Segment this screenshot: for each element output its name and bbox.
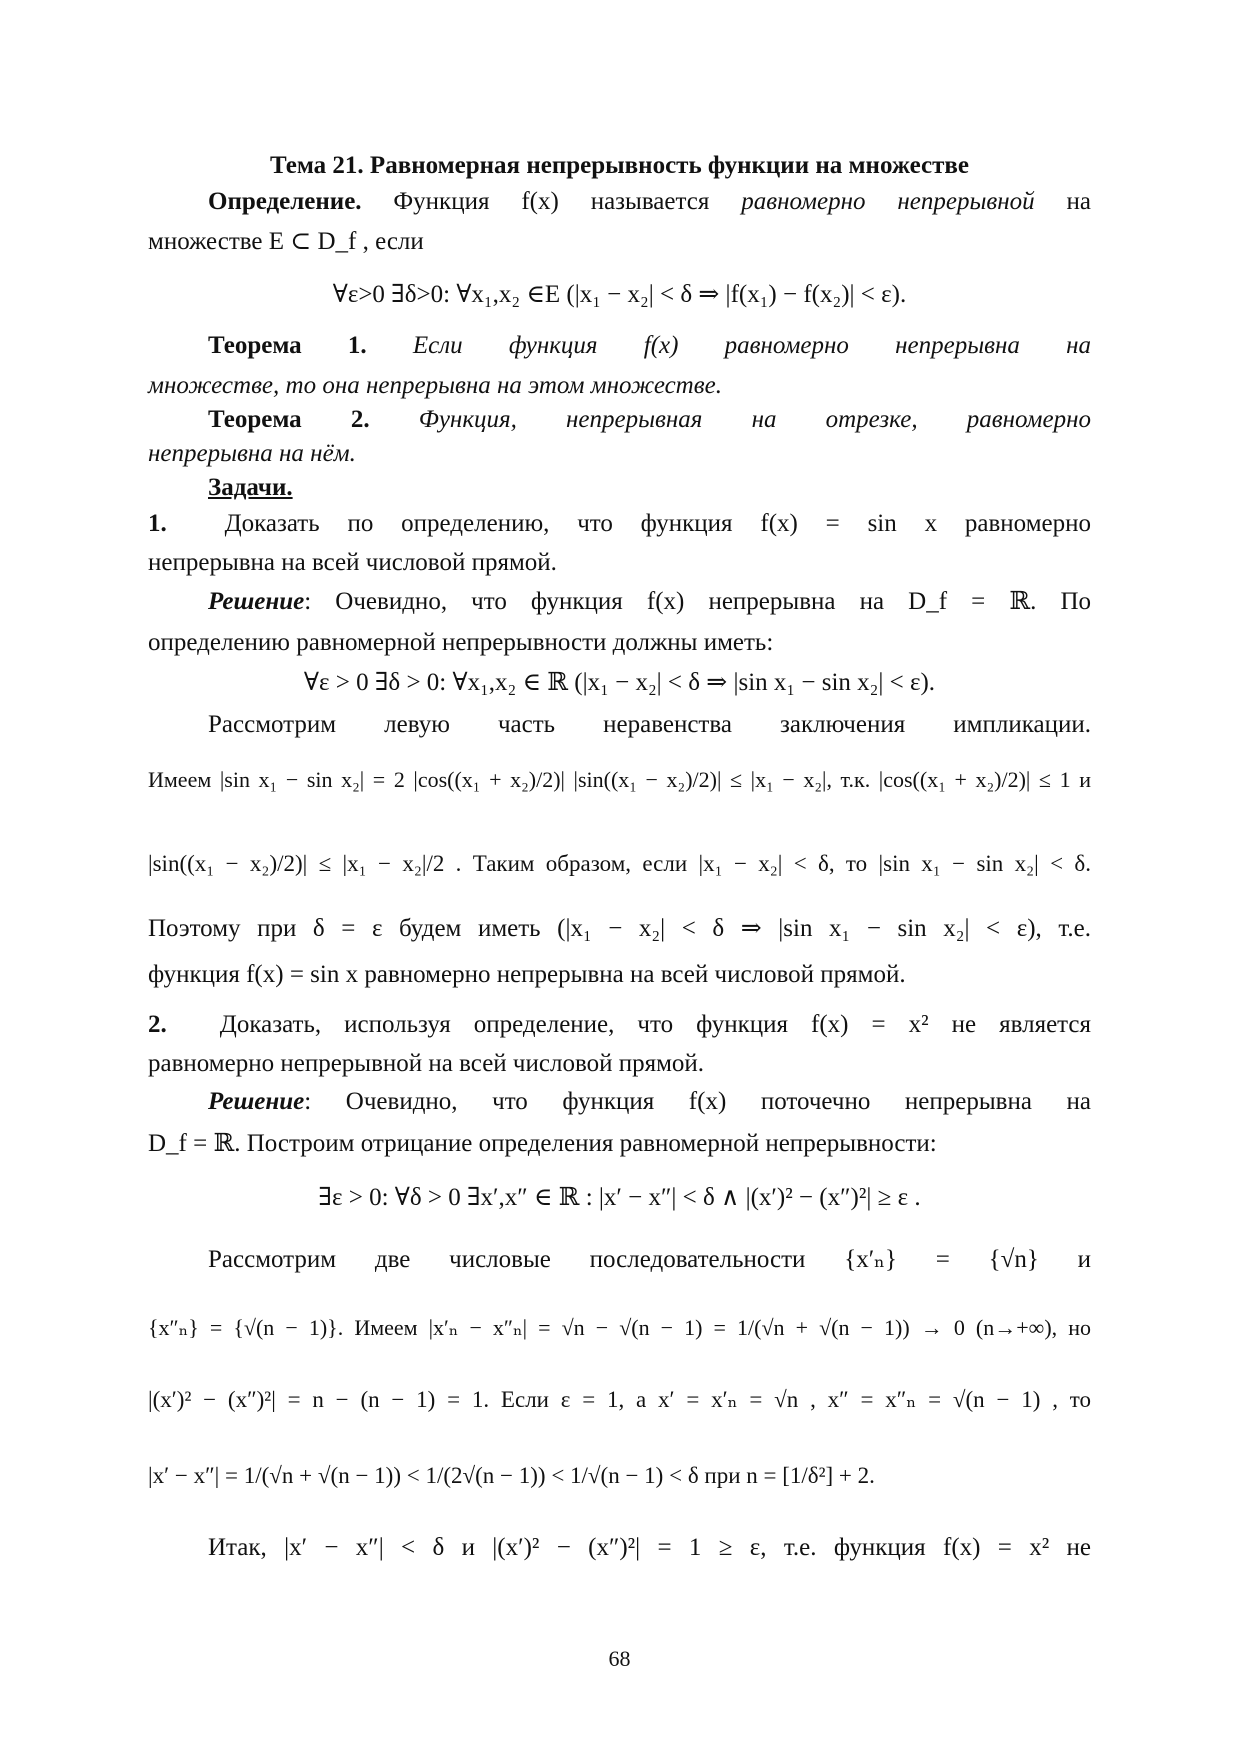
page-title: Тема 21. Равномерная непрерывность функции на множестве bbox=[270, 152, 969, 179]
definition-line-2: множестве E ⊂ D_f , если bbox=[148, 228, 424, 255]
task-1-solution-text: : Очевидно, что функция f(x) непрерывна на D_f = ℝ. По bbox=[304, 588, 1091, 615]
task-1-solution-line-2: определению равномерной непрерывности должны иметь: bbox=[148, 629, 774, 656]
task-1-line-2: непрерывна на всей числовой прямой. bbox=[148, 549, 557, 576]
theorem-1-label: Теорема 1. bbox=[208, 332, 367, 359]
task-2-solution-line-2: D_f = ℝ. Построим отрицание определения равномерной непрерывности: bbox=[148, 1130, 937, 1157]
task-1-number: 1. bbox=[148, 510, 167, 537]
task-1-solution-line-1 bbox=[148, 586, 1091, 618]
definition-text: Функция f(x) называется bbox=[361, 188, 742, 215]
task-2-solution-text: : Очевидно, что функция f(x) поточечно непрерывна на bbox=[304, 1088, 1091, 1115]
task-1-line-d: Поэтому при δ = ε будем иметь (|x₁ − x₂| < δ ⇒ |sin x₁ − sin x₂| < ε), т.е. bbox=[148, 915, 1091, 942]
task-2-text: Доказать, используя определение, что функция f(x) = x² не является bbox=[196, 1011, 1091, 1038]
task-2-line-1 bbox=[148, 1009, 1091, 1041]
task-2-line-2: равномерно непрерывной на всей числовой прямой. bbox=[148, 1050, 705, 1077]
tasks-heading: Задачи. bbox=[208, 474, 293, 501]
theorem-1-line-2: множестве, то она непрерывна на этом множестве. bbox=[148, 372, 722, 399]
task-2-solution-line-1 bbox=[148, 1086, 1091, 1118]
definition-formula: ∀ε>0 ∃δ>0: ∀x₁,x₂ ∈E (|x₁ − x₂| < δ ⇒ |f(x₁) − f(x₂)| < ε). bbox=[332, 281, 907, 308]
theorem-2-text: Функция, непрерывная на отрезке, равномерно bbox=[369, 406, 1091, 433]
task-2-line-b: {x″ₙ} = {√(n − 1)}. Имеем |x′ₙ − x″ₙ| = √n − √(n − 1) = 1/(√n + √(n − 1)) → 0 (n→+∞), но bbox=[148, 1315, 1091, 1340]
task-2-line-c: |(x′)² − (x″)²| = n − (n − 1) = 1. Если ε = 1, а x′ = x′ₙ = √n , x″ = x″ₙ = √(n − 1) , то bbox=[148, 1387, 1091, 1412]
task-2-line-e: Итак, |x′ − x″| < δ и |(x′)² − (x″)²| = 1 ≥ ε, т.е. функция f(x) = x² не bbox=[208, 1534, 1091, 1561]
page-number: 68 bbox=[608, 1646, 631, 1671]
task-1-line-a: Рассмотрим левую часть неравенства заключения импликации. bbox=[208, 711, 1091, 738]
theorem-2-label: Теорема 2. bbox=[208, 406, 370, 433]
definition-end: на bbox=[1034, 188, 1091, 215]
theorem-2-line-1 bbox=[148, 404, 1091, 436]
task-1-text: Доказать по определению, что функция f(x) = sin x равномерно bbox=[196, 510, 1091, 537]
task-1-line-c: |sin((x₁ − x₂)/2)| ≤ |x₁ − x₂|/2 . Таким образом, если |x₁ − x₂| < δ, то |sin x₁ − sin x₂| < δ. bbox=[148, 851, 1091, 876]
definition-term: равномерно непрерывной bbox=[741, 188, 1035, 215]
theorem-2-line-2: непрерывна на нём. bbox=[148, 440, 356, 467]
task-1-line-e: функция f(x) = sin x равномерно непрерывна на всей числовой прямой. bbox=[148, 961, 906, 988]
task-2-line-a: Рассмотрим две числовые последовательности {x′ₙ} = {√n} и bbox=[208, 1246, 1091, 1273]
theorem-1-line-1 bbox=[148, 330, 1091, 362]
task-1-formula: ∀ε > 0 ∃δ > 0: ∀x₁,x₂ ∈ ℝ (|x₁ − x₂| < δ ⇒ |sin x₁ − sin x₂| < ε). bbox=[303, 669, 936, 696]
task-2-solution-label: Решение bbox=[208, 1088, 305, 1115]
task-1-line-1 bbox=[148, 508, 1091, 540]
definition-line-1 bbox=[148, 186, 1091, 218]
task-2-formula: ∃ε > 0: ∀δ > 0 ∃x′,x″ ∈ ℝ : |x′ − x″| < δ ∧ |(x′)² − (x″)²| ≥ ε . bbox=[318, 1184, 921, 1211]
task-1-solution-label: Решение bbox=[208, 588, 305, 615]
theorem-1-text: Если функция f(x) равномерно непрерывна на bbox=[366, 332, 1091, 359]
task-1-line-b: Имеем |sin x₁ − sin x₂| = 2 |cos((x₁ + x₂)/2)| |sin((x₁ − x₂)/2)| ≤ |x₁ − x₂|, т.к. |cos((x₁ + x₂)/2)| ≤ 1 и bbox=[148, 767, 1091, 792]
definition-label: Определение. bbox=[208, 188, 362, 215]
task-2-line-d: |x′ − x″| = 1/(√n + √(n − 1)) < 1/(2√(n − 1)) < 1/√(n − 1) < δ при n = [1/δ²] + 2. bbox=[148, 1463, 875, 1488]
task-2-number: 2. bbox=[148, 1011, 167, 1038]
